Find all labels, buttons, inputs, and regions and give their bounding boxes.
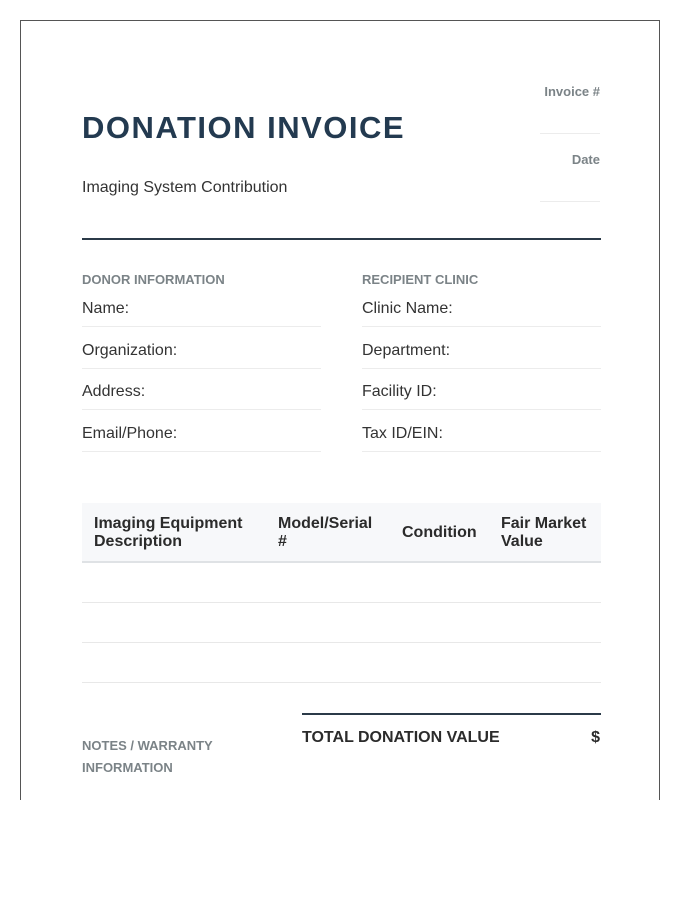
- total-donation-label: TOTAL DONATION VALUE: [302, 729, 500, 746]
- column-header-description: Imaging Equipment Description: [94, 515, 243, 550]
- recipient-section-heading: RECIPIENT CLINIC: [362, 272, 479, 287]
- donor-section-heading: DONOR INFORMATION: [82, 272, 225, 287]
- department-field[interactable]: Department:: [362, 341, 601, 369]
- equipment-table-header: [82, 503, 601, 563]
- table-row[interactable]: [82, 682, 601, 683]
- donor-organization-field[interactable]: Organization:: [82, 341, 321, 369]
- donor-address-field[interactable]: Address:: [82, 382, 321, 410]
- page-subtitle: Imaging System Contribution: [82, 179, 288, 196]
- donor-email-phone-field[interactable]: Email/Phone:: [82, 424, 321, 452]
- header-divider: [82, 238, 601, 240]
- table-row[interactable]: [82, 602, 601, 603]
- notes-warranty-label: NOTES / WARRANTY INFORMATION: [82, 738, 213, 775]
- date-label: Date: [571, 152, 600, 167]
- facility-id-field[interactable]: Facility ID:: [362, 382, 601, 410]
- tax-id-field[interactable]: Tax ID/EIN:: [362, 424, 601, 452]
- column-header-model-serial: Model/Serial #: [278, 515, 373, 550]
- invoice-page: [20, 20, 660, 800]
- total-divider: [302, 713, 601, 715]
- clinic-name-field[interactable]: Clinic Name:: [362, 299, 601, 327]
- invoice-number-label: Invoice #: [544, 84, 600, 99]
- date-field[interactable]: [540, 201, 600, 202]
- table-row[interactable]: [82, 642, 601, 643]
- total-donation-value[interactable]: $: [591, 729, 600, 746]
- column-header-condition: Condition: [402, 524, 477, 541]
- donor-name-field[interactable]: Name:: [82, 299, 321, 327]
- column-header-fair-market-value: Fair Market Value: [501, 515, 587, 550]
- invoice-number-field[interactable]: [540, 133, 600, 134]
- page-title: DONATION INVOICE: [82, 110, 406, 145]
